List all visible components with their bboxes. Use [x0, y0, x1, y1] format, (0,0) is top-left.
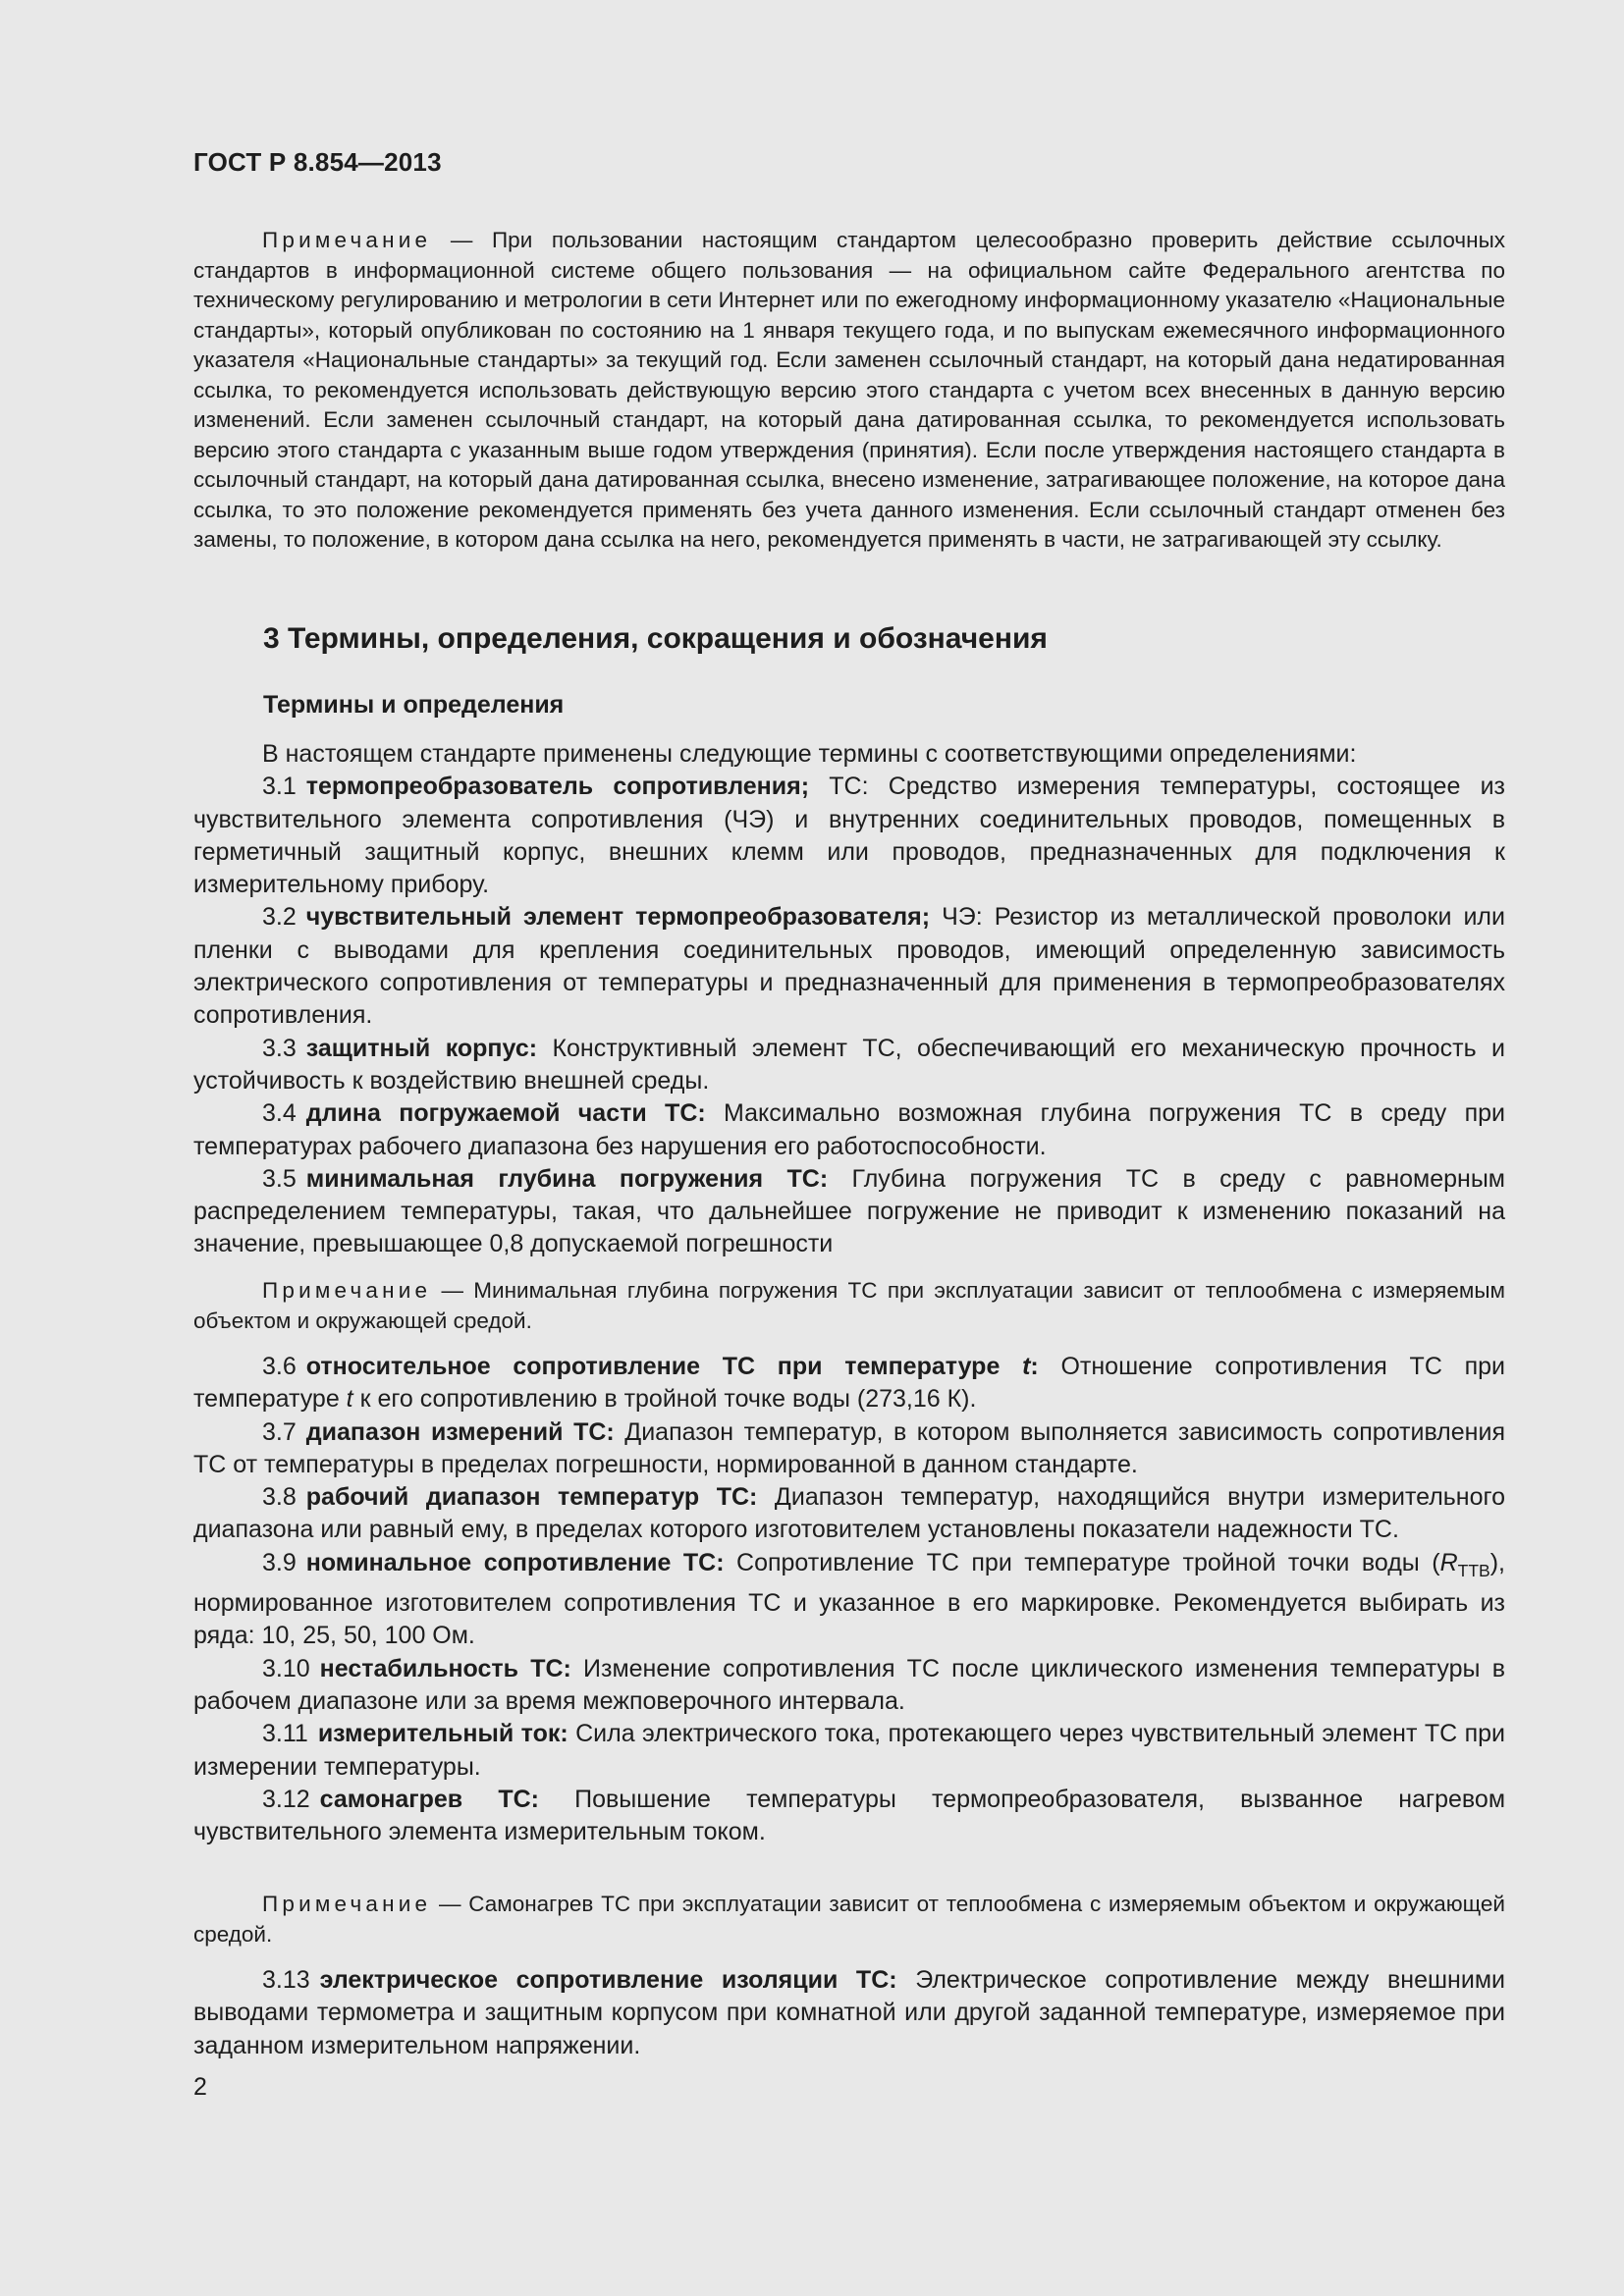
- term-name: рабочий диапазон температур ТС:: [305, 1483, 758, 1512]
- term-name: термопреобразователь сопротивления;: [305, 773, 810, 801]
- term-number: 3.5: [262, 1164, 297, 1193]
- term-3-5: [193, 1163, 1505, 1261]
- term-number: 3.13: [262, 1966, 310, 1994]
- term-3-8: [193, 1481, 1505, 1547]
- page-number: 2: [193, 2073, 207, 2101]
- term-definition: Электрическое сопротивление между внешними выводами термометра и защитным корпусом при комнатной или другой заданной температуре, измеряемое при заданном измерительном напряжении.: [193, 1966, 1505, 2059]
- term-number: 3.1: [262, 773, 297, 801]
- term-number: 3.4: [262, 1099, 297, 1128]
- note-text: — При пользовании настоящим стандартом целесообразно проверить действие ссылочных стандартов в информационной системе общего пользования — на официальном сайте Федерального агентства по техническому регулированию и метрологии в сети Интернет или по ежегодному информационному указателю «Национальные стандарты», который опубликован по состоянию на 1 января текущего года, и по выпускам ежемесячного информационного указателя «Национальные стандарты» за текущий год. Если заменен ссылочный стандарт, на который дана недатированная ссылка, то рекомендуется использовать действующую версию этого стандарта с учетом всех внесенных в данную версию изменений. Если заменен ссылочный стандарт, на который дана датированная ссылка, то рекомендуется использовать версию этого стандарта с указанным выше годом утверждения (принятия). Если после утверждения настоящего стандарта в ссылочный стандарт, на который дана датированная ссылка, внесено изменение, затрагивающее положение, на которое дана ссылка, то это положение рекомендуется применять без учета данного изменения. Если ссылочный стандарт отменен без замены, то положение, в котором дана ссылка на него, рекомендуется применять в части, не затрагивающей эту ссылку.: [193, 228, 1505, 552]
- term-definition: Диапазон температур, в котором выполняется зависимость сопротивления ТС от температуры в пределах погрешности, нормированной в данном стандарте.: [193, 1417, 1505, 1478]
- term-3-6: [193, 1351, 1505, 1416]
- definition-variable: t: [346, 1385, 353, 1414]
- term-name: минимальная глубина погружения ТС:: [305, 1164, 829, 1193]
- term-definition-tail: к его сопротивлению в тройной точке воды (273,16 К).: [352, 1385, 977, 1414]
- term-definition: Диапазон температур, находящийся внутри измерительного диапазона или равный ему, в пределах которого изготовителем установлены показатели надежности ТС.: [193, 1483, 1505, 1544]
- term-3-9: [193, 1547, 1505, 1653]
- term-name: электрическое сопротивление изоляции ТС:: [319, 1966, 897, 1994]
- term-name-text: относительное сопротивление ТС при температуре: [305, 1353, 1023, 1380]
- note-referenced-standards: [193, 226, 1505, 556]
- note-label: Примечание: [262, 228, 432, 252]
- term-definition: Сопротивление ТС при температуре тройной точки воды (: [724, 1548, 1440, 1576]
- section-title: 3 Термины, определения, сокращения и обозначения: [263, 622, 1048, 655]
- term-3-4: [193, 1097, 1505, 1163]
- term-definition: Конструктивный элемент ТС, обеспечивающий его механическую прочность и устойчивость к воздействию внешней среды.: [193, 1034, 1505, 1095]
- term-3-3: [193, 1033, 1505, 1098]
- note-text: — Самонагрев ТС при эксплуатации зависит от теплообмена с измеряемым объектом и окружающей средой.: [193, 1892, 1505, 1947]
- term-definition: Изменение сопротивления ТС после циклического изменения температуры в рабочем диапазоне или за время межповерочного интервала.: [193, 1654, 1505, 1715]
- term-definition: Сила электрического тока, протекающего через чувствительный элемент ТС при измерении температуры.: [193, 1720, 1505, 1781]
- term-name: защитный корпус:: [305, 1034, 538, 1062]
- note-immersion-depth: [193, 1276, 1505, 1336]
- document-code: ГОСТ Р 8.854—2013: [193, 147, 442, 177]
- term-definition: Резистор из металлической проволоки или пленки с выводами для крепления соединительных проводов, имеющий определенную зависимость электрического сопротивления от температуры и предназначенный для применения в термопреобразователях сопротивления.: [193, 903, 1505, 1030]
- term-definition: Средство измерения температуры, состоящее из чувствительного элемента сопротивления (ЧЭ) и внутренних соединительных проводов, помещенных в герметичный защитный корпус, внешних клемм или проводов, предназначенных для подключения к измерительному прибору.: [193, 773, 1505, 899]
- term-number: 3.2: [262, 903, 297, 932]
- term-name: самонагрев ТС:: [319, 1785, 539, 1813]
- term-definition-tail: ), нормированное изготовителем сопротивления ТС и указанное в его маркировке. Рекомендуется выбирать из ряда: 10, 25, 50, 100 Ом.: [193, 1548, 1505, 1650]
- term-variable: t: [1022, 1353, 1031, 1380]
- term-number: 3.7: [262, 1417, 297, 1446]
- resistance-symbol-subscript: ТТВ: [1457, 1560, 1490, 1580]
- term-number: 3.11: [262, 1720, 308, 1748]
- term-abbreviation: ЧЭ:: [930, 903, 983, 932]
- subsection-title: Термины и определения: [263, 691, 565, 719]
- term-3-13: [193, 1964, 1505, 2062]
- term-definition: Глубина погружения ТС в среду с равномерным распределением температуры, такая, что дальнейшее погружение не приводит к изменению показаний на значение, превышающее 0,8 допускаемой погрешности: [193, 1164, 1505, 1258]
- term-definition: Отношение сопротивления ТС при температуре: [193, 1353, 1505, 1414]
- term-definition: Повышение температуры термопреобразователя, вызванное нагревом чувствительного элемента измерительным током.: [193, 1785, 1506, 1846]
- term-number: 3.10: [262, 1654, 310, 1682]
- term-number: 3.12: [262, 1785, 310, 1813]
- term-number: 3.6: [262, 1353, 297, 1380]
- term-name: диапазон измерений ТС:: [305, 1417, 615, 1446]
- term-3-7: [193, 1416, 1505, 1482]
- resistance-symbol: R: [1439, 1548, 1458, 1576]
- term-name: номинальное сопротивление ТС:: [305, 1548, 725, 1576]
- note-label: Примечание: [262, 1278, 432, 1303]
- note-label: Примечание: [262, 1892, 432, 1916]
- term-3-12: [193, 1784, 1505, 1849]
- term-name: [306, 1353, 1039, 1380]
- term-number: 3.3: [262, 1034, 297, 1062]
- term-3-10: [193, 1653, 1505, 1719]
- terms-block-b: [193, 1351, 1505, 1848]
- terms-block-c: [193, 1964, 1505, 2062]
- term-name: измерительный ток:: [317, 1720, 568, 1748]
- term-abbreviation: ТС:: [809, 773, 869, 801]
- term-3-2: [193, 901, 1505, 1032]
- note-text: — Минимальная глубина погружения ТС при эксплуатации зависит от теплообмена с измеряемым объектом и окружающей средой.: [193, 1278, 1505, 1333]
- term-number: 3.8: [262, 1483, 297, 1512]
- term-name: нестабильность ТС:: [319, 1654, 571, 1682]
- term-3-1: [193, 771, 1505, 901]
- terms-block-a: [193, 738, 1505, 1261]
- term-definition: Максимально возможная глубина погружения ТС в среду при температурах рабочего диапазона без нарушения его работоспособности.: [193, 1099, 1505, 1160]
- section-intro: В настоящем стандарте применены следующие термины с соответствующими определениями:: [262, 740, 1357, 768]
- term-3-11: [193, 1718, 1505, 1784]
- term-number: 3.9: [262, 1548, 297, 1576]
- term-name: чувствительный элемент термопреобразователя;: [305, 903, 931, 932]
- term-name: длина погружаемой части ТС:: [305, 1099, 706, 1128]
- term-colon: :: [1030, 1353, 1039, 1380]
- note-self-heating: [193, 1890, 1505, 1949]
